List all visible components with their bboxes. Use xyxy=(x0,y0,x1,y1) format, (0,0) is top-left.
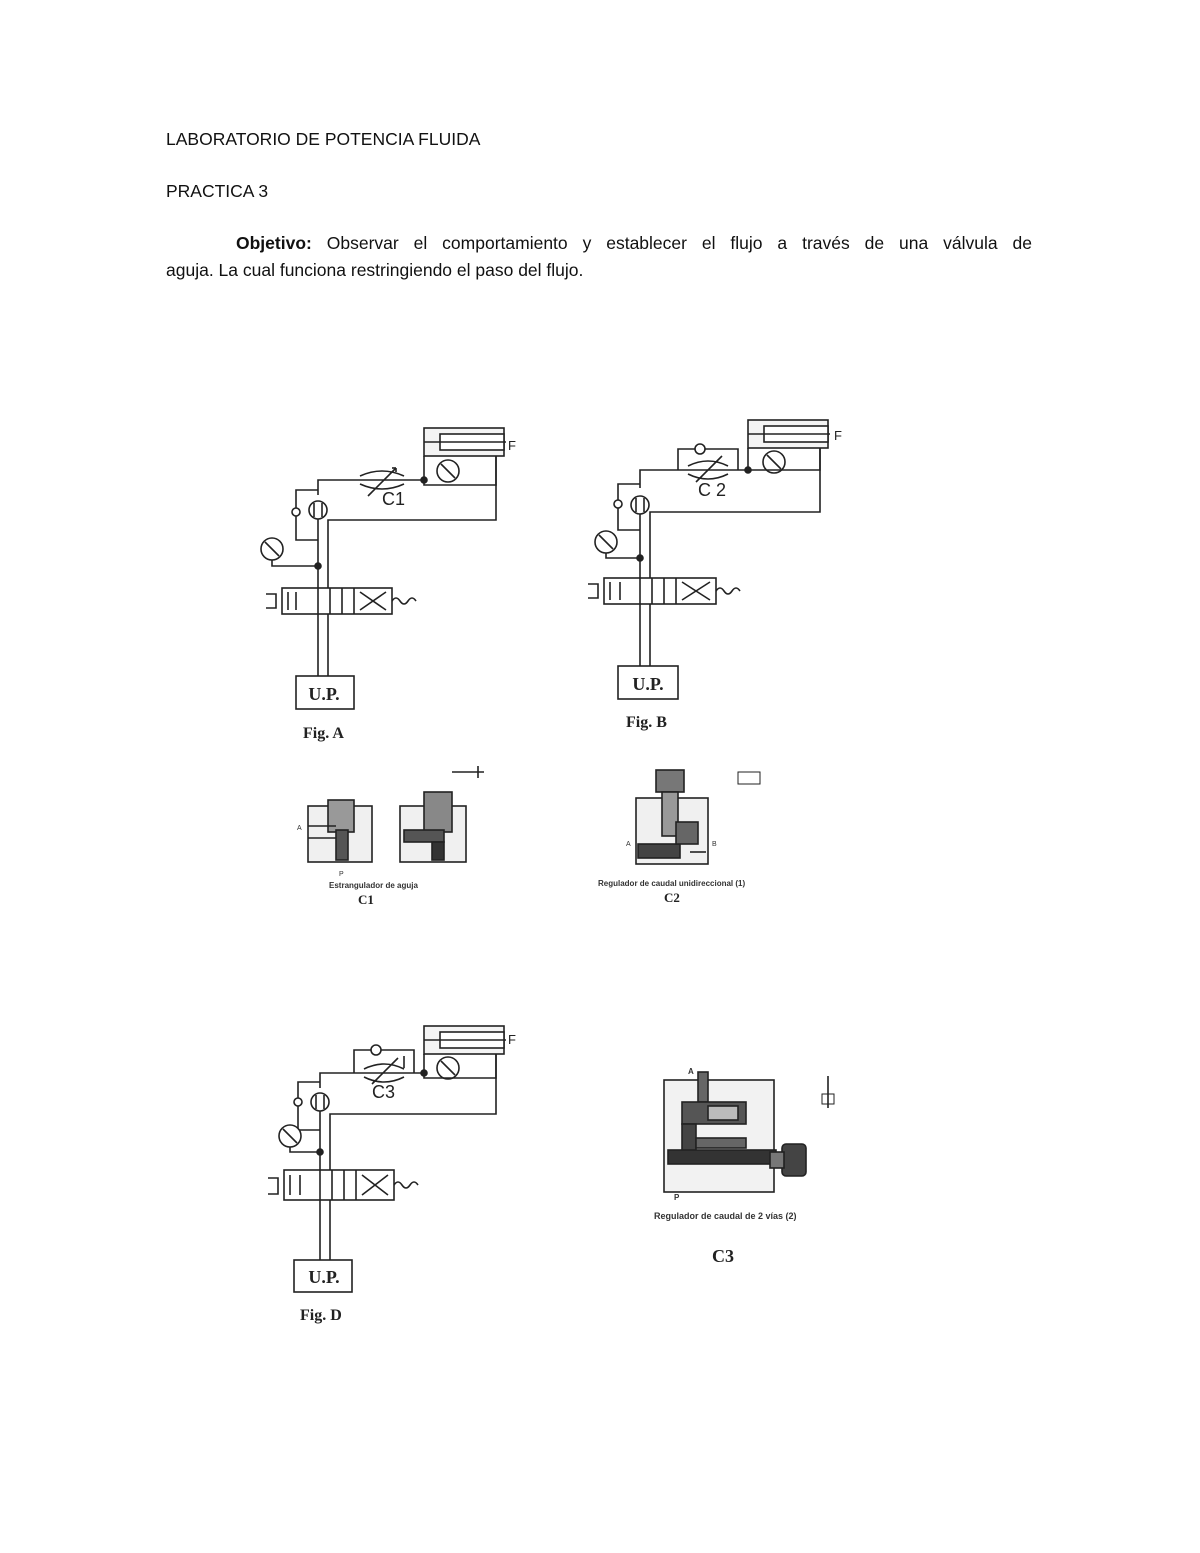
objective-text-2: aguja. La cual funciona restringiendo el paso del flujo. xyxy=(166,260,584,280)
c3-port-a: A xyxy=(688,1067,694,1076)
detail-c1-drawing xyxy=(308,766,484,862)
c2-port-b: B xyxy=(712,841,717,848)
detail-c2-drawing xyxy=(636,770,760,864)
c1-detail-caption: C1 xyxy=(358,892,374,907)
c3-detail-name: Regulador de caudal de 2 vías (2) xyxy=(654,1211,797,1221)
fig-b-caption: Fig. B xyxy=(626,714,667,731)
fig-b-valve-label: C 2 xyxy=(698,480,727,500)
fig-b-force-label: F xyxy=(834,428,842,443)
fig-d-caption: Fig. D xyxy=(300,1307,342,1324)
c3-port-p: P xyxy=(674,1193,680,1202)
fig-a-force-label: F xyxy=(508,438,516,453)
circuit-fig-d xyxy=(268,1026,506,1292)
c1-detail-name: Estrangulador de aguja xyxy=(329,881,418,890)
c2-detail-caption: C2 xyxy=(664,890,680,905)
objective-text-1: Observar el comportamiento y establecer el flujo a través de una válvula de xyxy=(326,233,1032,253)
fig-a-caption: Fig. A xyxy=(303,725,344,742)
fig-b-unit-label: U.P. xyxy=(632,674,664,694)
objective-label: Objetivo: xyxy=(236,233,312,253)
page-title: LABORATORIO DE POTENCIA FLUIDA xyxy=(166,129,481,149)
fig-a-valve-label: C1 xyxy=(382,489,406,509)
fig-a-unit-label: U.P. xyxy=(308,684,340,704)
c2-port-a: A xyxy=(626,841,631,848)
c1-port-p: P xyxy=(339,871,344,878)
circuit-fig-a xyxy=(261,428,506,709)
fig-d-force-label: F xyxy=(508,1032,516,1047)
c3-detail-caption: C3 xyxy=(712,1246,734,1266)
circuit-fig-b xyxy=(588,420,830,699)
fig-d-unit-label: U.P. xyxy=(308,1267,340,1287)
practice-heading: PRACTICA 3 xyxy=(166,181,269,201)
detail-c3-drawing xyxy=(664,1072,834,1192)
c1-port-a: A xyxy=(297,825,302,832)
fig-d-valve-label: C3 xyxy=(372,1082,396,1102)
c2-detail-name: Regulador de caudal unidireccional (1) xyxy=(598,879,746,888)
